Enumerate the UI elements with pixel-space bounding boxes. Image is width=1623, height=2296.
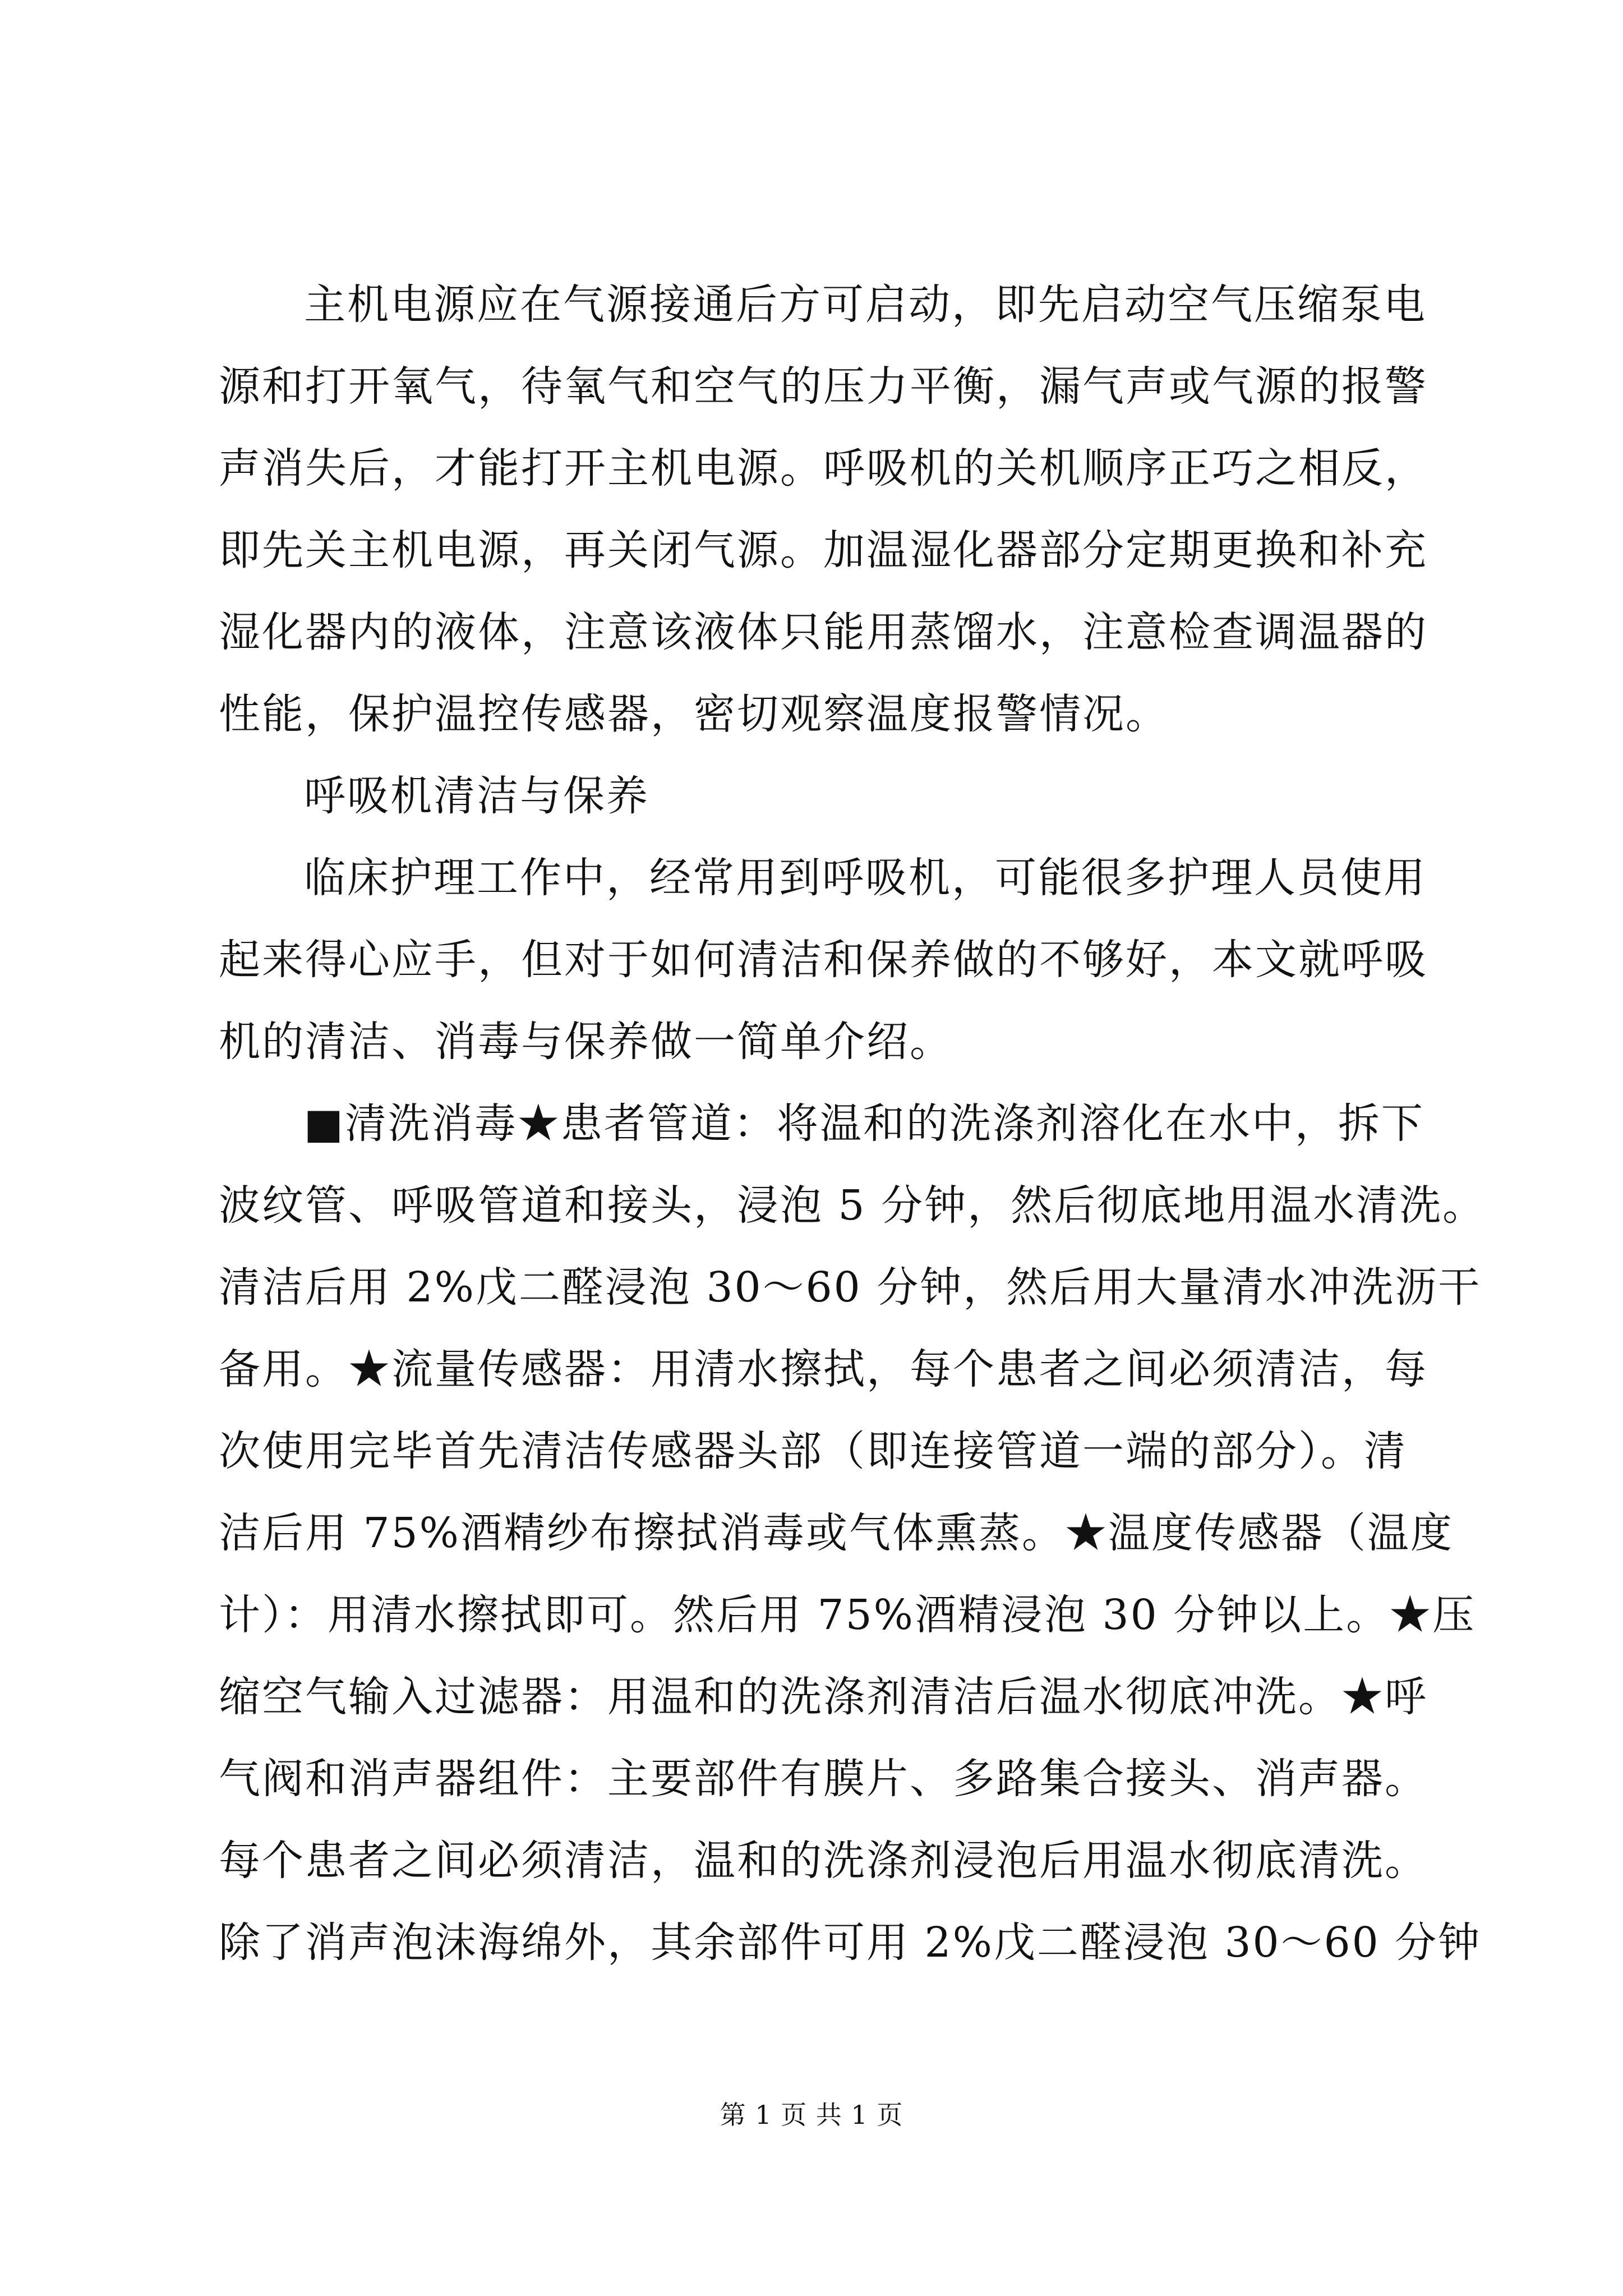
paragraph-1-line-2: 源和打开氧气，待氧气和空气的压力平衡，漏气声或气源的报警 (219, 362, 1428, 411)
page-footer: 第 1 页 共 1 页 (720, 2100, 903, 2130)
section-heading: 呼吸机清洁与保养 (304, 772, 649, 820)
paragraph-1-line-3: 声消失后，才能打开主机电源。呼吸机的关机顺序正巧之相反， (219, 444, 1428, 493)
paragraph-3-line-2: 波纹管、呼吸管道和接头，浸泡 5 分钟，然后彻底地用温水清洗。 (219, 1181, 1486, 1230)
paragraph-3-line-7: 计）：用清水擦拭即可。然后用 75%酒精浸泡 30 分钟以上。★压 (219, 1591, 1476, 1639)
paragraph-1-line-6: 性能，保护温控传感器，密切观察温度报警情况。 (219, 690, 1169, 738)
paragraph-1-line-4: 即先关主机电源，再关闭气源。加温湿化器部分定期更换和补充 (219, 526, 1428, 574)
paragraph-2-line-2: 起来得心应手，但对于如何清洁和保养做的不够好，本文就呼吸 (219, 936, 1428, 984)
document-body (219, 264, 1486, 1984)
paragraph-3-line-4: 备用。★流量传感器：用清水擦拭，每个患者之间必须清洁，每 (219, 1345, 1428, 1393)
paragraph-2-line-1: 临床护理工作中，经常用到呼吸机，可能很多护理人员使用 (304, 854, 1427, 902)
paragraph-3-line-6: 洁后用 75%酒精纱布擦拭消毒或气体熏蒸。★温度传感器（温度 (219, 1509, 1454, 1557)
paragraph-3-line-9: 气阀和消声器组件：主要部件有膜片、多路集合接头、消声器。 (219, 1755, 1428, 1803)
paragraph-3-line-3: 清洁后用 2%戊二醛浸泡 30～60 分钟，然后用大量清水冲洗沥干 (219, 1263, 1482, 1312)
paragraph-1-line-5: 湿化器内的液体，注意该液体只能用蒸馏水，注意检查调温器的 (219, 608, 1428, 656)
paragraph-3-line-8: 缩空气输入过滤器：用温和的洗涤剂清洁后温水彻底冲洗。★呼 (219, 1673, 1428, 1721)
paragraph-3-line-5: 次使用完毕首先清洁传感器头部（即连接管道一端的部分）。清 (219, 1427, 1407, 1475)
paragraph-3-line-10: 每个患者之间必须清洁，温和的洗涤剂浸泡后用温水彻底清洗。 (219, 1837, 1428, 1885)
paragraph-1-line-1: 主机电源应在气源接通后方可启动，即先启动空气压缩泵电 (304, 280, 1427, 329)
paragraph-3-line-11: 除了消声泡沫海绵外，其余部件可用 2%戊二醛浸泡 30～60 分钟 (219, 1918, 1482, 1967)
paragraph-2-line-3: 机的清洁、消毒与保养做一简单介绍。 (219, 1018, 953, 1066)
paragraph-3-line-1: ■清洗消毒★患者管道：将温和的洗涤剂溶化在水中，拆下 (304, 1099, 1424, 1148)
